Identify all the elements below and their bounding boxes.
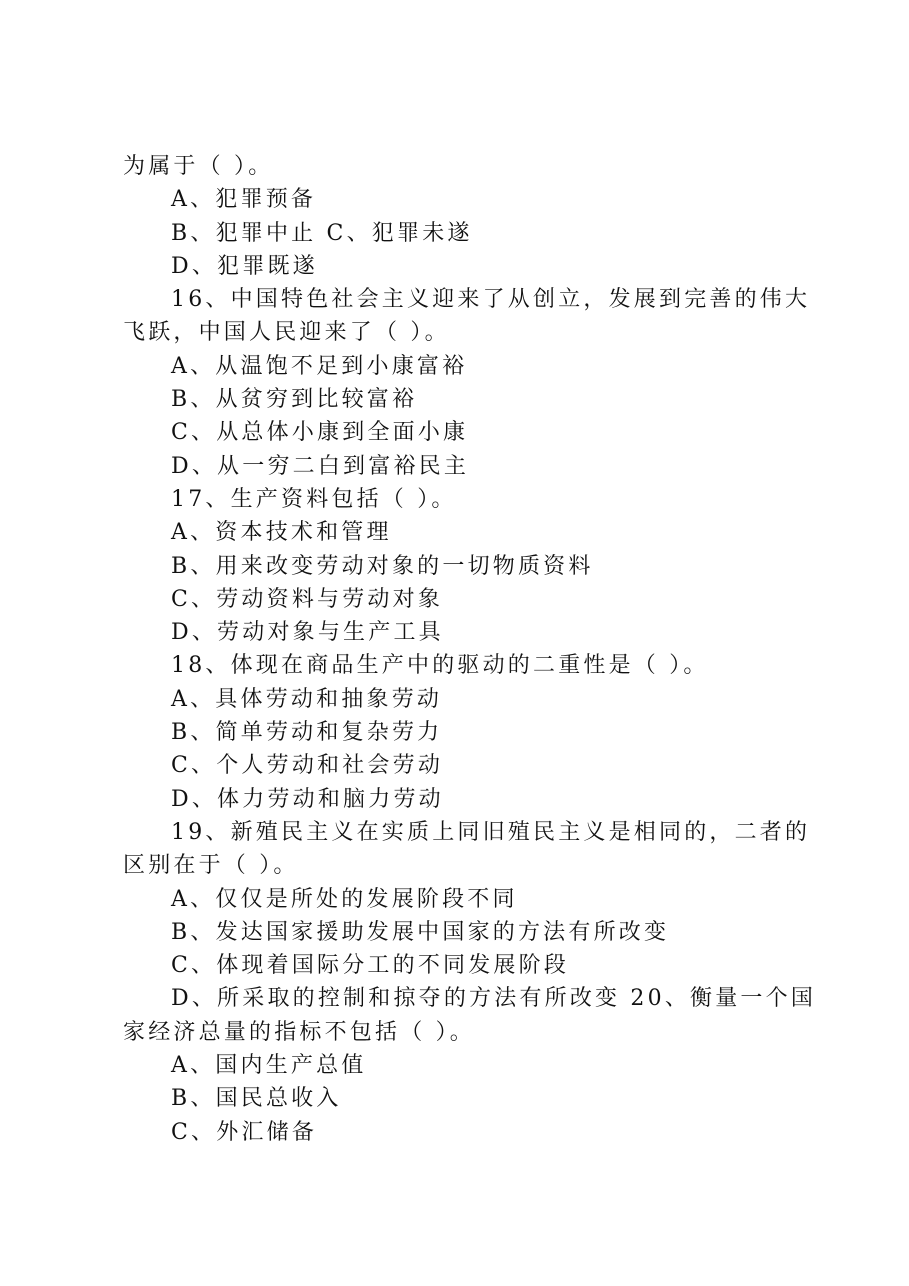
option-line: A、从温饱不足到小康富裕 bbox=[171, 353, 468, 379]
option-line: D、所采取的控制和掠夺的方法有所改变 20、衡量一个国 bbox=[171, 986, 817, 1012]
text-line: 区别在于（ ）。 bbox=[123, 853, 299, 879]
option-line: C、从总体小康到全面小康 bbox=[171, 420, 469, 446]
question-text-block bbox=[123, 150, 817, 1149]
option-line: B、国民总收入 bbox=[171, 1086, 342, 1112]
option-line: A、仅仅是所处的发展阶段不同 bbox=[171, 886, 518, 912]
question-line: 18、体现在商品生产中的驱动的二重性是（ ）。 bbox=[171, 653, 709, 679]
text-line: 为属于（ ）。 bbox=[123, 154, 274, 179]
option-line: B、用来改变劳动对象的一切物质资料 bbox=[171, 553, 594, 579]
option-line: A、具体劳动和抽象劳动 bbox=[171, 686, 443, 712]
option-line: A、国内生产总值 bbox=[171, 1053, 367, 1079]
option-line: B、犯罪中止 C、犯罪未遂 bbox=[171, 220, 473, 246]
option-line: D、犯罪既遂 bbox=[171, 253, 318, 279]
option-line: D、体力劳动和脑力劳动 bbox=[171, 786, 444, 812]
option-line: C、个人劳动和社会劳动 bbox=[171, 753, 444, 779]
option-line: C、劳动资料与劳动对象 bbox=[171, 586, 444, 612]
question-line: 17、生产资料包括（ ）。 bbox=[171, 486, 457, 512]
option-line: C、体现着国际分工的不同发展阶段 bbox=[171, 953, 570, 979]
text-line: 家经济总量的指标不包括（ ）。 bbox=[123, 1019, 475, 1045]
question-line: 16、中国特色社会主义迎来了从创立，发展到完善的伟大 bbox=[171, 287, 811, 313]
option-line: C、外汇储备 bbox=[171, 1119, 318, 1145]
option-line: A、资本技术和管理 bbox=[171, 520, 392, 546]
option-line: A、犯罪预备 bbox=[171, 187, 317, 213]
option-line: B、从贫穷到比较富裕 bbox=[171, 387, 418, 413]
option-line: B、发达国家援助发展中国家的方法有所改变 bbox=[171, 919, 670, 945]
question-line: 19、新殖民主义在实质上同旧殖民主义是相同的，二者的 bbox=[171, 819, 811, 845]
option-line: D、从一穷二白到富裕民主 bbox=[171, 453, 470, 479]
text-line: 飞跃，中国人民迎来了（ ）。 bbox=[123, 320, 450, 346]
option-line: D、劳动对象与生产工具 bbox=[171, 620, 444, 646]
option-line: B、简单劳动和复杂劳力 bbox=[171, 720, 443, 746]
